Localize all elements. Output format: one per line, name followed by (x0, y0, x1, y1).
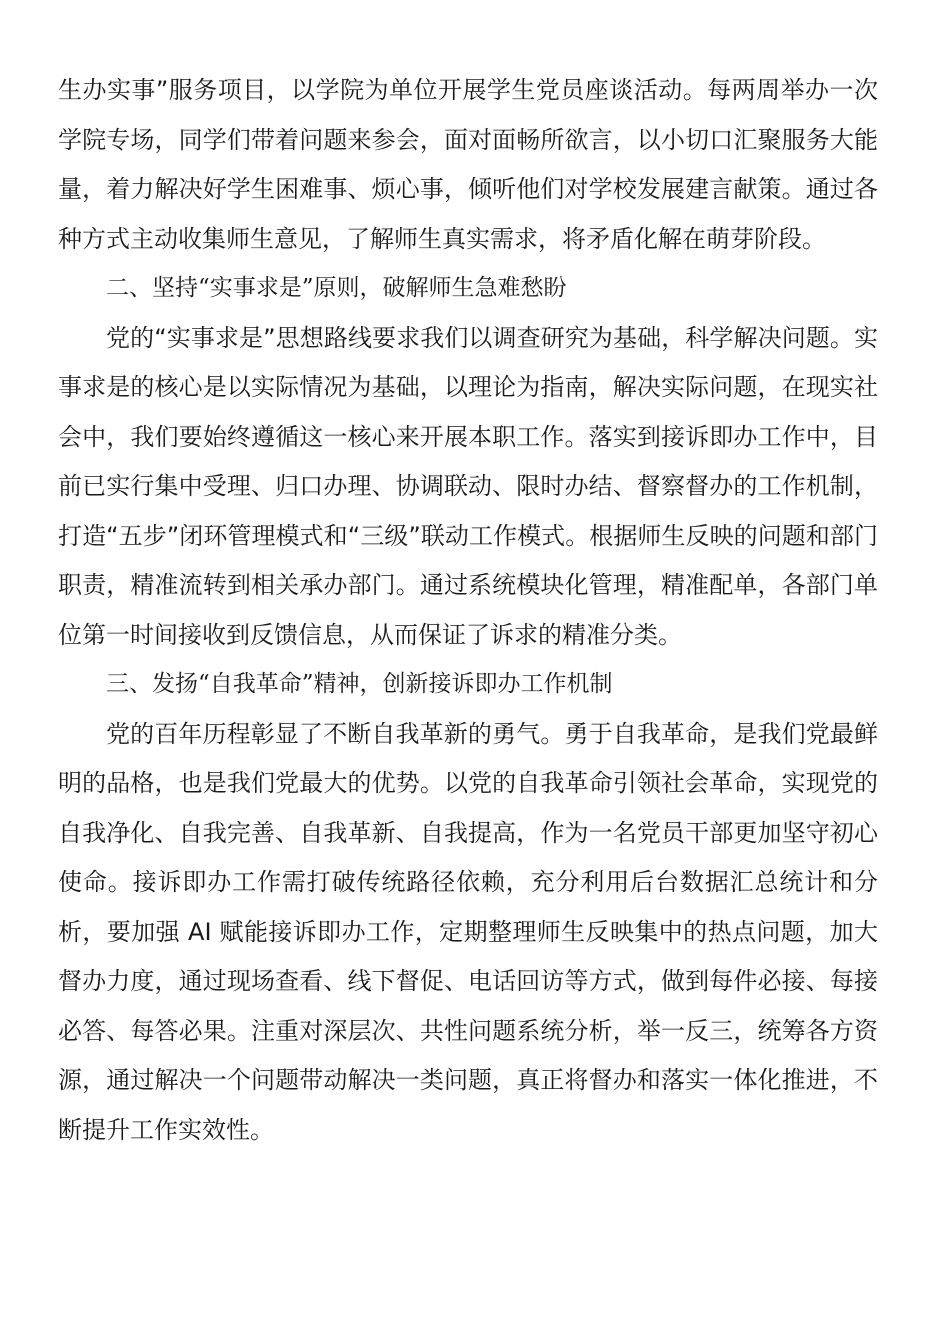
document-page (58, 66, 878, 1155)
paragraph-continuation: 生办实事”服务项目，以学院为单位开展学生党员座谈活动。每两周举办一次学院专场，同学们带着问题来参会，面对面畅所欲言，以小切口汇聚服务大能量，着力解决好学生困难事、烦心事，倾听他们对学校发展建言献策。通过各种方式主动收集师生意见，了解师生真实需求，将矛盾化解在萌芽阶段。 (58, 76, 878, 253)
section-heading-3: 三、发扬“自我革命”精神，创新接诉即办工作机制 (106, 671, 613, 697)
paragraph-section-3: 党的百年历程彰显了不断自我革新的勇气。勇于自我革命，是我们党最鲜明的品格，也是我们党最大的优势。以党的自我革命引领社会革命，实现党的自我净化、自我完善、自我革新、自我提高，作为一名党员干部更加坚守初心使命。接诉即办工作需打破传统路径依赖，充分利用后台数据汇总统计和分析，要加强 AI 赋能接诉即办工作，定期整理师生反映集中的热点问题，加大督办力度，通过现场查看、线下督促、电话回访等方式，做到每件必接、每接必答、每答必果。注重对深层次、共性问题系统分析，举一反三，统筹各方资源，通过解决一个问题带动解决一类问题，真正将督办和落实一体化推进，不断提升工作实效性。 (58, 719, 878, 1144)
paragraph-section-2: 党的“实事求是”思想路线要求我们以调查研究为基础，科学解决问题。实事求是的核心是以实际情况为基础，以理论为指南，解决实际问题，在现实社会中，我们要始终遵循这一核心来开展本职工作。落实到接诉即办工作中，目前已实行集中受理、归口办理、协调联动、限时办结、督察督办的工作机制，打造“五步”闭环管理模式和“三级”联动工作模式。根据师生反映的问题和部门职责，精准流转到相关承办部门。通过系统模块化管理，精准配单，各部门单位第一时间接收到反馈信息，从而保证了诉求的精准分类。 (58, 323, 878, 649)
section-heading-2: 二、坚持“实事求是”原则，破解师生急难愁盼 (106, 275, 567, 301)
